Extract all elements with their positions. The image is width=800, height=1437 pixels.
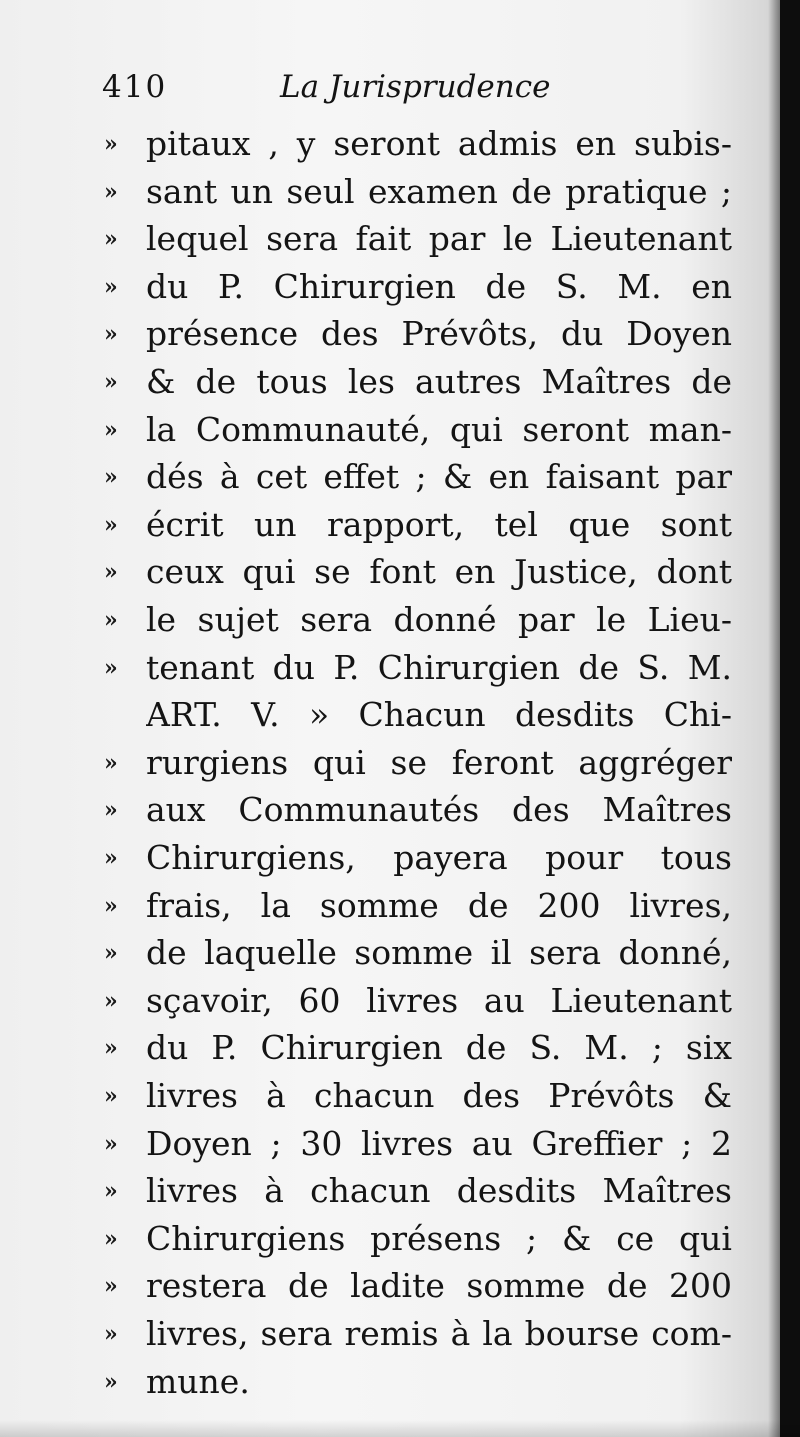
- line-text: Doyen ; 30 livres au Greffier ; 2: [146, 1123, 732, 1163]
- quotation-marker: »: [104, 1368, 118, 1395]
- text-line: [0, 548, 780, 596]
- quotation-marker: »: [104, 1225, 118, 1252]
- line-text: ceux qui se font en Justice, dont: [146, 552, 732, 592]
- quotation-marker: »: [104, 1130, 118, 1157]
- line-text: écrit un rapport, tel que sont: [146, 504, 732, 544]
- quotation-marker: »: [104, 369, 118, 395]
- text-line: [0, 215, 780, 263]
- line-text: livres, sera remis à la bourse com-: [146, 1314, 732, 1353]
- line-text: & de tous les autres Maîtres de: [146, 362, 732, 401]
- text-line: [0, 453, 780, 501]
- quotation-marker: »: [104, 559, 118, 586]
- line-text: Chirurgiens, payera pour tous: [146, 838, 732, 877]
- line-text: tenant du P. Chirurgien de S. M.: [146, 647, 732, 687]
- quotation-marker: »: [104, 797, 118, 824]
- text-line: [0, 596, 780, 644]
- text-line: [0, 310, 780, 358]
- text-line: [0, 786, 780, 834]
- quotation-marker: »: [104, 892, 118, 919]
- line-text: restera de ladite somme de 200: [146, 1266, 732, 1306]
- page-bottom-shadow: [0, 1420, 800, 1437]
- text-line: [0, 120, 780, 168]
- text-line: [0, 882, 780, 930]
- quotation-marker: »: [104, 321, 118, 348]
- line-text: Chirurgiens présens ; & ce qui: [146, 1218, 732, 1258]
- line-text: ART. V. » Chacun desdits Chi-: [146, 695, 732, 735]
- quotation-marker: »: [104, 940, 118, 967]
- quotation-marker: »: [104, 178, 118, 205]
- quotation-marker: »: [104, 654, 118, 681]
- line-text: livres à chacun des Prévôts &: [146, 1076, 732, 1115]
- text-line: [0, 929, 780, 977]
- line-text: dés à cet effet ; & en faisant par: [146, 457, 732, 497]
- line-text: frais, la somme de 200 livres,: [146, 885, 732, 925]
- quotation-marker: »: [104, 607, 118, 633]
- text-line: [0, 834, 780, 882]
- text-line: [0, 1120, 780, 1168]
- quotation-marker: »: [104, 464, 118, 491]
- line-text: la Communauté, qui seront man-: [146, 409, 732, 449]
- book-spine-shadow: [780, 0, 800, 1437]
- page-number: 410: [102, 69, 168, 105]
- line-text: lequel sera fait par le Lieutenant: [146, 219, 732, 259]
- line-text: sçavoir, 60 livres au Lieutenant: [146, 980, 732, 1020]
- text-line: [0, 501, 780, 549]
- text-line: [0, 977, 780, 1025]
- line-text: du P. Chirurgien de S. M. en: [146, 266, 732, 306]
- page-header: [102, 64, 622, 110]
- text-line: [0, 1310, 780, 1358]
- quotation-marker: »: [104, 1178, 118, 1205]
- line-text: sant un seul examen de pratique ;: [146, 171, 732, 211]
- quotation-marker: »: [104, 749, 118, 776]
- line-text: mune.: [146, 1361, 250, 1401]
- text-line: [0, 1262, 780, 1310]
- text-line: [0, 1215, 780, 1263]
- quotation-marker: »: [104, 987, 118, 1014]
- quotation-marker: »: [104, 511, 118, 538]
- quotation-marker: »: [104, 416, 118, 443]
- line-text: du P. Chirurgien de S. M. ; six: [146, 1028, 732, 1068]
- text-line: [0, 691, 780, 739]
- line-text: le sujet sera donné par le Lieu-: [146, 600, 732, 639]
- quotation-marker: »: [104, 226, 118, 253]
- text-line: [0, 644, 780, 692]
- line-text: pitaux , y seront admis en subis-: [146, 124, 732, 163]
- text-line: [0, 739, 780, 787]
- running-title: La Jurisprudence: [280, 69, 551, 105]
- quotation-marker: »: [104, 1083, 118, 1109]
- quotation-marker: »: [104, 845, 118, 871]
- line-text: présence des Prévôts, du Doyen: [146, 314, 732, 354]
- line-text: rurgiens qui se feront aggréger: [146, 742, 732, 782]
- text-line: [0, 1072, 780, 1120]
- text-line: [0, 1358, 780, 1406]
- text-line: [0, 358, 780, 406]
- quotation-marker: »: [104, 1321, 118, 1347]
- quotation-marker: »: [104, 1035, 118, 1062]
- text-line: [0, 1167, 780, 1215]
- text-line: [0, 406, 780, 454]
- line-text: livres à chacun desdits Maîtres: [146, 1171, 732, 1211]
- text-line: [0, 168, 780, 216]
- line-text: aux Communautés des Maîtres: [146, 790, 732, 830]
- quotation-marker: »: [104, 273, 118, 300]
- line-text: de laquelle somme il sera donné,: [146, 933, 732, 973]
- quotation-marker: »: [104, 1273, 118, 1300]
- quotation-marker: »: [104, 131, 118, 157]
- text-line: [0, 263, 780, 311]
- text-line: [0, 1024, 780, 1072]
